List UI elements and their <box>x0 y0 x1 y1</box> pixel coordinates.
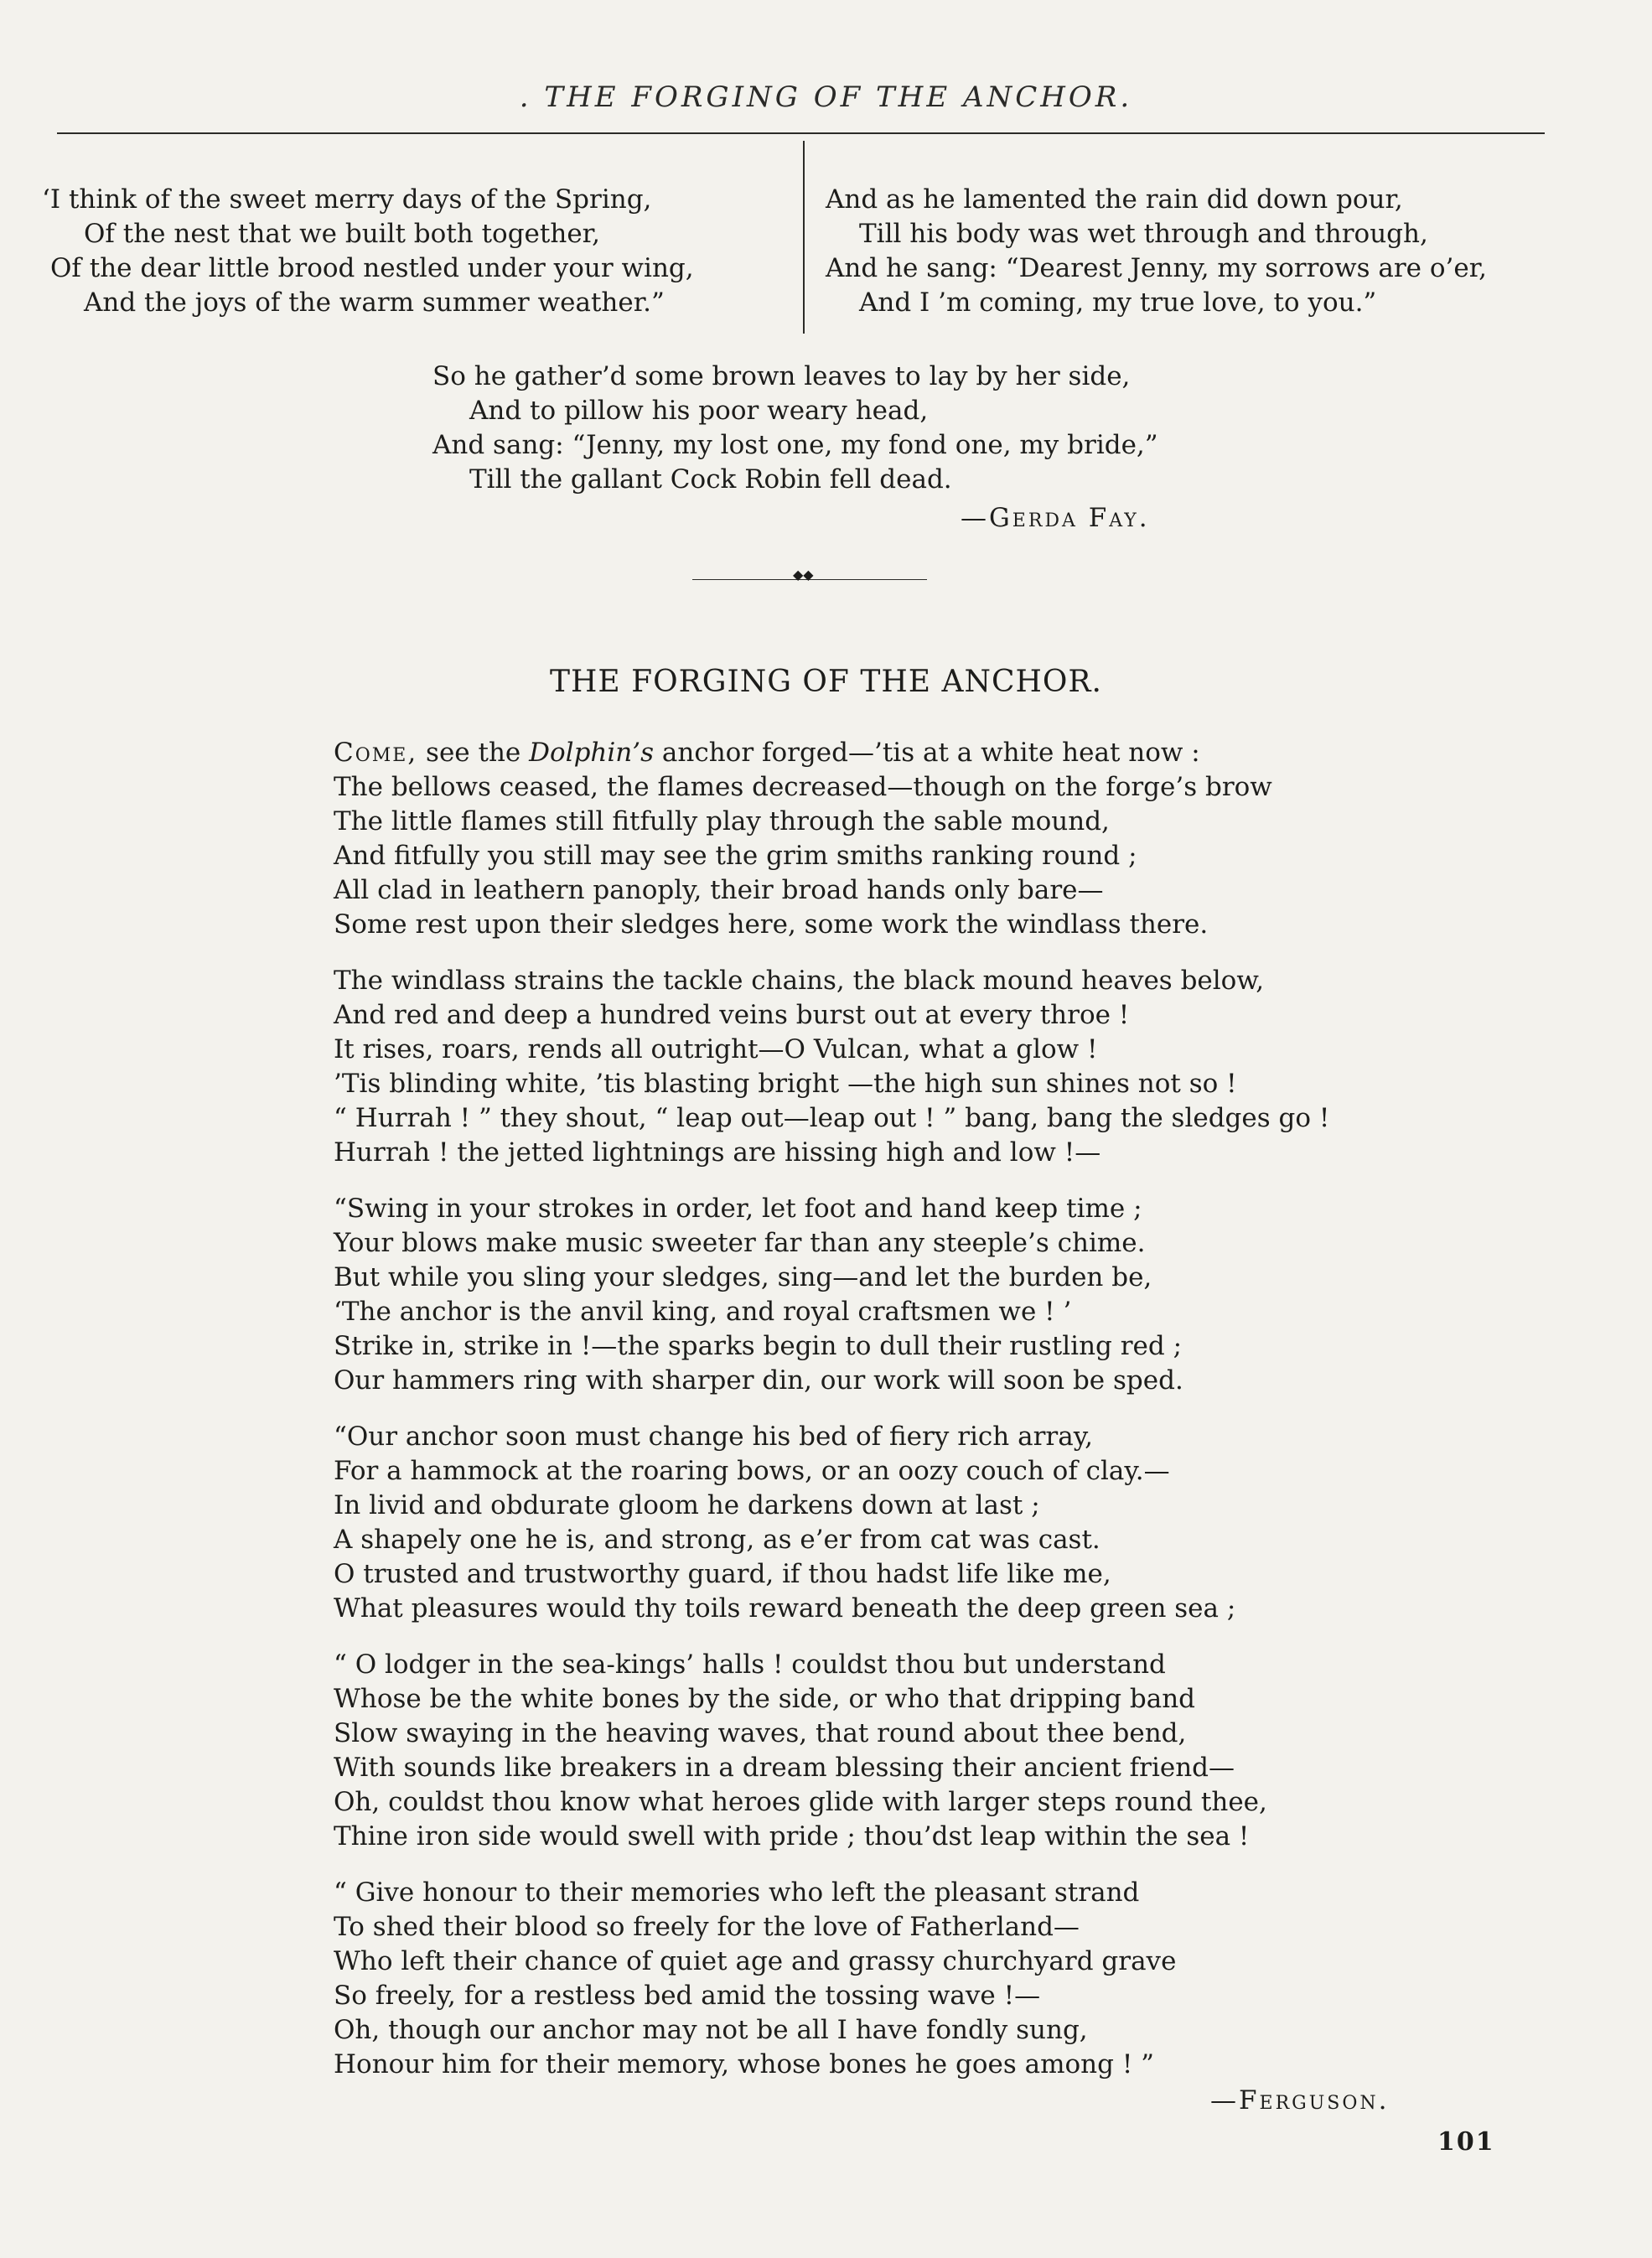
stanza-4-line-5: O trusted and trustworthy guard, if thou hadst life like me, <box>334 1559 1111 1589</box>
stanza-1-line-1 <box>334 736 1200 770</box>
stanza-4-line-2: For a hammock at the roaring bows, or an oozy couch of clay.— <box>334 1456 1170 1486</box>
closing-line-4: Till the gallant Cock Robin fell dead. <box>469 464 952 495</box>
stanza-4-line-4: A shapely one he is, and strong, as e’er from cat was cast. <box>334 1525 1100 1555</box>
stanza-6-line-5: Oh, though our anchor may not be all I have fondly sung, <box>334 2015 1088 2045</box>
stanza-1-line-6: Some rest upon their sledges here, some work the windlass there. <box>334 909 1209 940</box>
stanza-6-line-2: To shed their blood so freely for the love of Fatherland— <box>334 1912 1080 1942</box>
stanza-6-line-1: “ Give honour to their memories who left the pleasant strand <box>334 1877 1140 1908</box>
line-1-text-a: see the <box>417 738 530 768</box>
section-divider-ornament: ◆◆ <box>692 575 927 585</box>
stanza-5-line-5: Oh, couldst thou know what heroes glide with larger steps round thee, <box>334 1787 1267 1817</box>
stanza-5-line-6: Thine iron side would swell with pride ; thou’dst leap within the sea ! <box>334 1821 1250 1851</box>
poem-title: THE FORGING OF THE ANCHOR. <box>550 665 1102 699</box>
stanza-3-line-2: Your blows make music sweeter far than any steeple’s chime. <box>334 1228 1146 1258</box>
stanza-2-line-5: “ Hurrah ! ” they shout, “ leap out—leap out ! ” bang, bang the sledges go ! <box>334 1103 1330 1133</box>
stanza-2-line-1: The windlass strains the tackle chains, the black mound heaves below, <box>334 966 1265 996</box>
attribution-gerda-fay: —Gerda Fay. <box>961 503 1150 533</box>
left-col-line-1: ‘I think of the sweet merry days of the Spring, <box>42 184 652 215</box>
stanza-3-line-5: Strike in, strike in !—the sparks begin to dull their rustling red ; <box>334 1331 1183 1361</box>
left-col-line-4: And the joys of the warm summer weather.” <box>84 287 665 318</box>
right-col-line-1: And as he lamented the rain did down pour, <box>826 184 1403 215</box>
running-head: . THE FORGING OF THE ANCHOR. <box>519 80 1133 114</box>
closing-line-1: So he gather’d some brown leaves to lay by her side, <box>432 361 1131 391</box>
stanza-3-line-3: But while you sling your sledges, sing—and let the burden be, <box>334 1262 1152 1292</box>
stanza-4-line-3: In livid and obdurate gloom he darkens down at last ; <box>334 1490 1040 1520</box>
stanza-6-line-6: Honour him for their memory, whose bones he goes among ! ” <box>334 2049 1154 2079</box>
stanza-3-line-4: ‘The anchor is the anvil king, and royal craftsmen we ! ’ <box>334 1297 1072 1327</box>
right-col-line-4: And I ’m coming, my true love, to you.” <box>859 287 1377 318</box>
stanza-4-line-1: “Our anchor soon must change his bed of fiery rich array, <box>334 1422 1093 1452</box>
stanza-1-line-4: And fitfully you still may see the grim smiths ranking round ; <box>334 841 1137 871</box>
stanza-2-line-2: And red and deep a hundred veins burst out at every throe ! <box>334 1000 1130 1030</box>
stanza-1-line-2: The bellows ceased, the flames decreased—though on the forge’s brow <box>334 772 1272 802</box>
page-number: 101 <box>1437 2127 1495 2157</box>
line-1-text-b: anchor forged—’tis at a white heat now : <box>654 738 1200 768</box>
stanza-2-line-6: Hurrah ! the jetted lightnings are hissing high and low !— <box>334 1137 1101 1168</box>
closing-line-3: And sang: “Jenny, my lost one, my fond one, my bride,” <box>432 430 1158 460</box>
stanza-2-line-4: ’Tis blinding white, ’tis blasting bright —the high sun shines not so ! <box>334 1069 1237 1099</box>
header-rule <box>57 132 1545 134</box>
stanza-2-line-3: It rises, roars, rends all outright—O Vulcan, what a glow ! <box>334 1034 1098 1064</box>
stanza-3-line-6: Our hammers ring with sharper din, our work will soon be sped. <box>334 1365 1183 1396</box>
stanza-5-line-4: With sounds like breakers in a dream blessing their ancient friend— <box>334 1753 1235 1783</box>
dropcap-word: Come, <box>334 738 418 768</box>
stanza-5-line-3: Slow swaying in the heaving waves, that round about thee bend, <box>334 1718 1187 1748</box>
right-col-line-2: Till his body was wet through and through, <box>859 219 1428 249</box>
stanza-5-line-1: “ O lodger in the sea-kings’ halls ! couldst thou but understand <box>334 1649 1166 1680</box>
stanza-4-line-6: What pleasures would thy toils reward beneath the deep green sea ; <box>334 1593 1236 1624</box>
stanza-6-line-4: So freely, for a restless bed amid the tossing wave !— <box>334 1981 1041 2011</box>
ship-name: Dolphin’s <box>529 738 655 768</box>
stanza-3-line-1: “Swing in your strokes in order, let foot and hand keep time ; <box>334 1194 1142 1224</box>
stanza-1-line-5: All clad in leathern panoply, their broad hands only bare— <box>334 875 1104 905</box>
closing-line-2: And to pillow his poor weary head, <box>469 396 929 426</box>
stanza-1-line-3: The little flames still fitfully play through the sable mound, <box>334 806 1110 836</box>
left-col-line-2: Of the nest that we built both together, <box>84 219 600 249</box>
attribution-ferguson: —Ferguson. <box>1210 2085 1390 2116</box>
right-col-line-3: And he sang: “Dearest Jenny, my sorrows are o’er, <box>826 253 1488 283</box>
left-col-line-3: Of the dear little brood nestled under your wing, <box>50 253 694 283</box>
column-divider <box>803 141 805 334</box>
stanza-6-line-3: Who left their chance of quiet age and grassy churchyard grave <box>334 1946 1177 1976</box>
stanza-5-line-2: Whose be the white bones by the side, or who that dripping band <box>334 1684 1196 1714</box>
